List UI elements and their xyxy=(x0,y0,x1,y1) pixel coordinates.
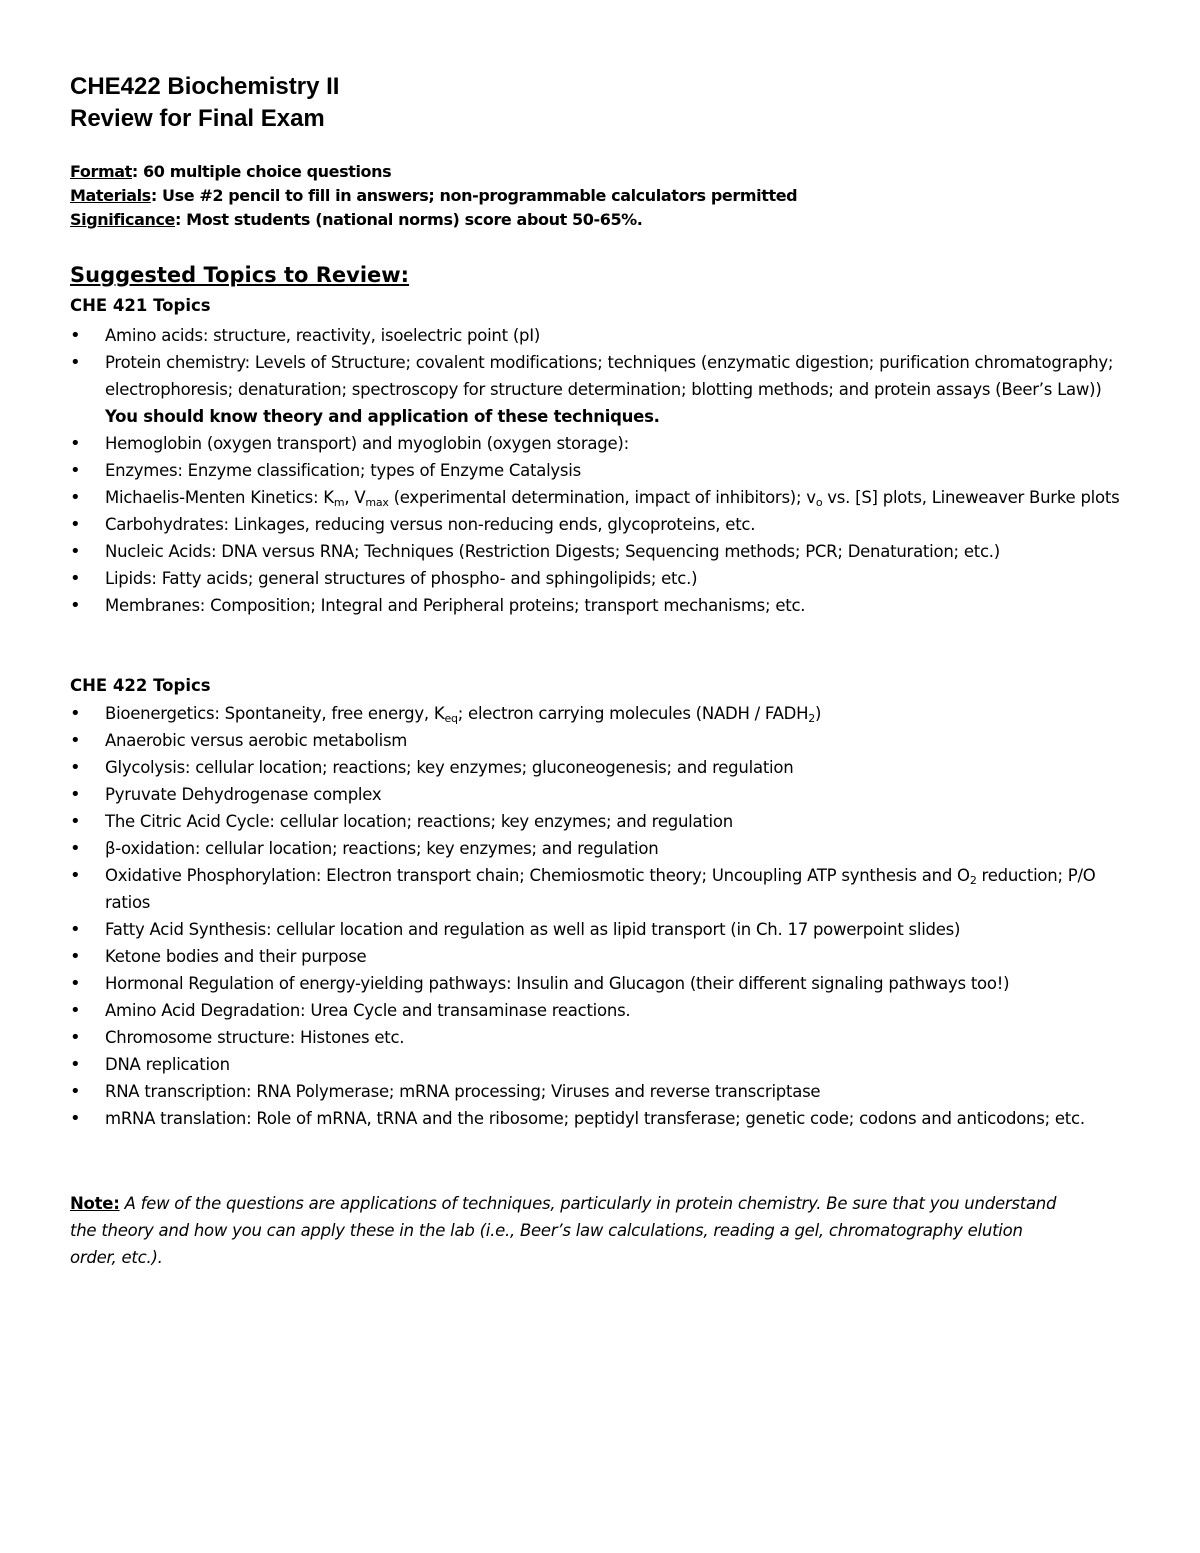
che422-heading: CHE 422 Topics xyxy=(70,676,211,695)
significance-value: : Most students (national norms) score about 50-65%. xyxy=(175,210,643,229)
che421-topic-list xyxy=(70,322,1135,619)
format-line xyxy=(70,160,391,184)
list-item xyxy=(70,700,1135,727)
fadh2-subscript: 2 xyxy=(808,712,816,725)
significance-label: Significance xyxy=(70,210,175,229)
list-item: • Hemoglobin (oxygen transport) and myoglobin (oxygen storage): xyxy=(70,430,1135,457)
topic-text: Protein chemistry: Levels of Structure; covalent modifications; techniques (enzymatic digestion; purification chromatography; electrophoresis; denaturation; spectroscopy for structure determination; blotting methods; and protein assays (Beer’s Law)) xyxy=(105,353,1114,399)
format-value: : 60 multiple choice questions xyxy=(131,162,392,181)
note-paragraph xyxy=(70,1190,1070,1271)
list-item xyxy=(70,349,1135,430)
list-item: • Fatty Acid Synthesis: cellular location and regulation as well as lipid transport (in Ch. 17 powerpoint slides) xyxy=(70,916,1135,943)
topic-text: Bioenergetics: Spontaneity, free energy, K xyxy=(105,704,445,723)
topic-text: reduction; P/O ratios xyxy=(105,866,1096,912)
format-label: Format xyxy=(70,162,132,181)
list-item: • RNA transcription: RNA Polymerase; mRNA processing; Viruses and reverse transcriptase xyxy=(70,1078,1135,1105)
course-title: CHE422 Biochemistry II xyxy=(70,73,340,100)
list-item: • Glycolysis: cellular location; reactions; key enzymes; gluconeogenesis; and regulation xyxy=(70,754,1135,781)
topic-text: , V xyxy=(344,488,366,507)
list-item: • mRNA translation: Role of mRNA, tRNA and the ribosome; peptidyl transferase; genetic code; codons and anticodons; etc. xyxy=(70,1105,1135,1132)
list-item: • Lipids: Fatty acids; general structures of phospho- and sphingolipids; etc.) xyxy=(70,565,1135,592)
topic-text: (experimental determination, impact of inhibitors); v xyxy=(388,488,816,507)
vmax-subscript: max xyxy=(365,496,389,509)
list-item: • Amino Acid Degradation: Urea Cycle and transaminase reactions. xyxy=(70,997,1135,1024)
keq-subscript: eq xyxy=(444,712,458,725)
che421-heading: CHE 421 Topics xyxy=(70,296,211,315)
list-item: • The Citric Acid Cycle: cellular location; reactions; key enzymes; and regulation xyxy=(70,808,1135,835)
materials-value: : Use #2 pencil to fill in answers; non-programmable calculators permitted xyxy=(150,186,798,205)
topic-text: ; electron carrying molecules (NADH / FADH xyxy=(457,704,809,723)
topic-text: vs. [S] plots, Lineweaver Burke plots xyxy=(822,488,1120,507)
topic-text: Michaelis-Menten Kinetics: K xyxy=(105,488,334,507)
km-subscript: m xyxy=(333,496,345,509)
significance-line xyxy=(70,208,643,232)
list-item: • Membranes: Composition; Integral and Peripheral proteins; transport mechanisms; etc. xyxy=(70,592,1135,619)
list-item: • DNA replication xyxy=(70,1051,1135,1078)
list-item: • Carbohydrates: Linkages, reducing versus non-reducing ends, glycoproteins, etc. xyxy=(70,511,1135,538)
suggested-topics-heading: Suggested Topics to Review: xyxy=(70,263,410,287)
o2-subscript: 2 xyxy=(969,874,977,887)
materials-line xyxy=(70,184,797,208)
v0-subscript: o xyxy=(815,496,823,509)
list-item: • Enzymes: Enzyme classification; types of Enzyme Catalysis xyxy=(70,457,1135,484)
list-item: • Hormonal Regulation of energy-yielding pathways: Insulin and Glucagon (their different signaling pathways too!) xyxy=(70,970,1135,997)
note-label: Note: xyxy=(70,1194,120,1213)
note-text: A few of the questions are applications of techniques, particularly in protein chemistry. Be sure that you understand the theory and how you can apply these in the lab (i.e., Beer’s law calculations, reading a gel, chromatography elution order, etc.). xyxy=(70,1194,1057,1267)
list-item: • Ketone bodies and their purpose xyxy=(70,943,1135,970)
list-item: • Nucleic Acids: DNA versus RNA; Techniques (Restriction Digests; Sequencing methods; PCR; Denaturation; etc.) xyxy=(70,538,1135,565)
list-item: • Chromosome structure: Histones etc. xyxy=(70,1024,1135,1051)
page-title: Review for Final Exam xyxy=(70,105,325,132)
materials-label: Materials xyxy=(70,186,151,205)
list-item xyxy=(70,484,1135,511)
topic-text: Oxidative Phosphorylation: Electron transport chain; Chemiosmotic theory; Uncoupling ATP synthesis and O xyxy=(105,866,970,885)
topic-text: ) xyxy=(815,704,822,723)
list-item: • Amino acids: structure, reactivity, isoelectric point (pI) xyxy=(70,322,1135,349)
che422-topic-list xyxy=(70,700,1135,1132)
list-item: • Pyruvate Dehydrogenase complex xyxy=(70,781,1135,808)
list-item: • Anaerobic versus aerobic metabolism xyxy=(70,727,1135,754)
list-item: • β-oxidation: cellular location; reactions; key enzymes; and regulation xyxy=(70,835,1135,862)
topic-emphasis: You should know theory and application of these techniques. xyxy=(105,407,660,426)
list-item xyxy=(70,862,1135,916)
